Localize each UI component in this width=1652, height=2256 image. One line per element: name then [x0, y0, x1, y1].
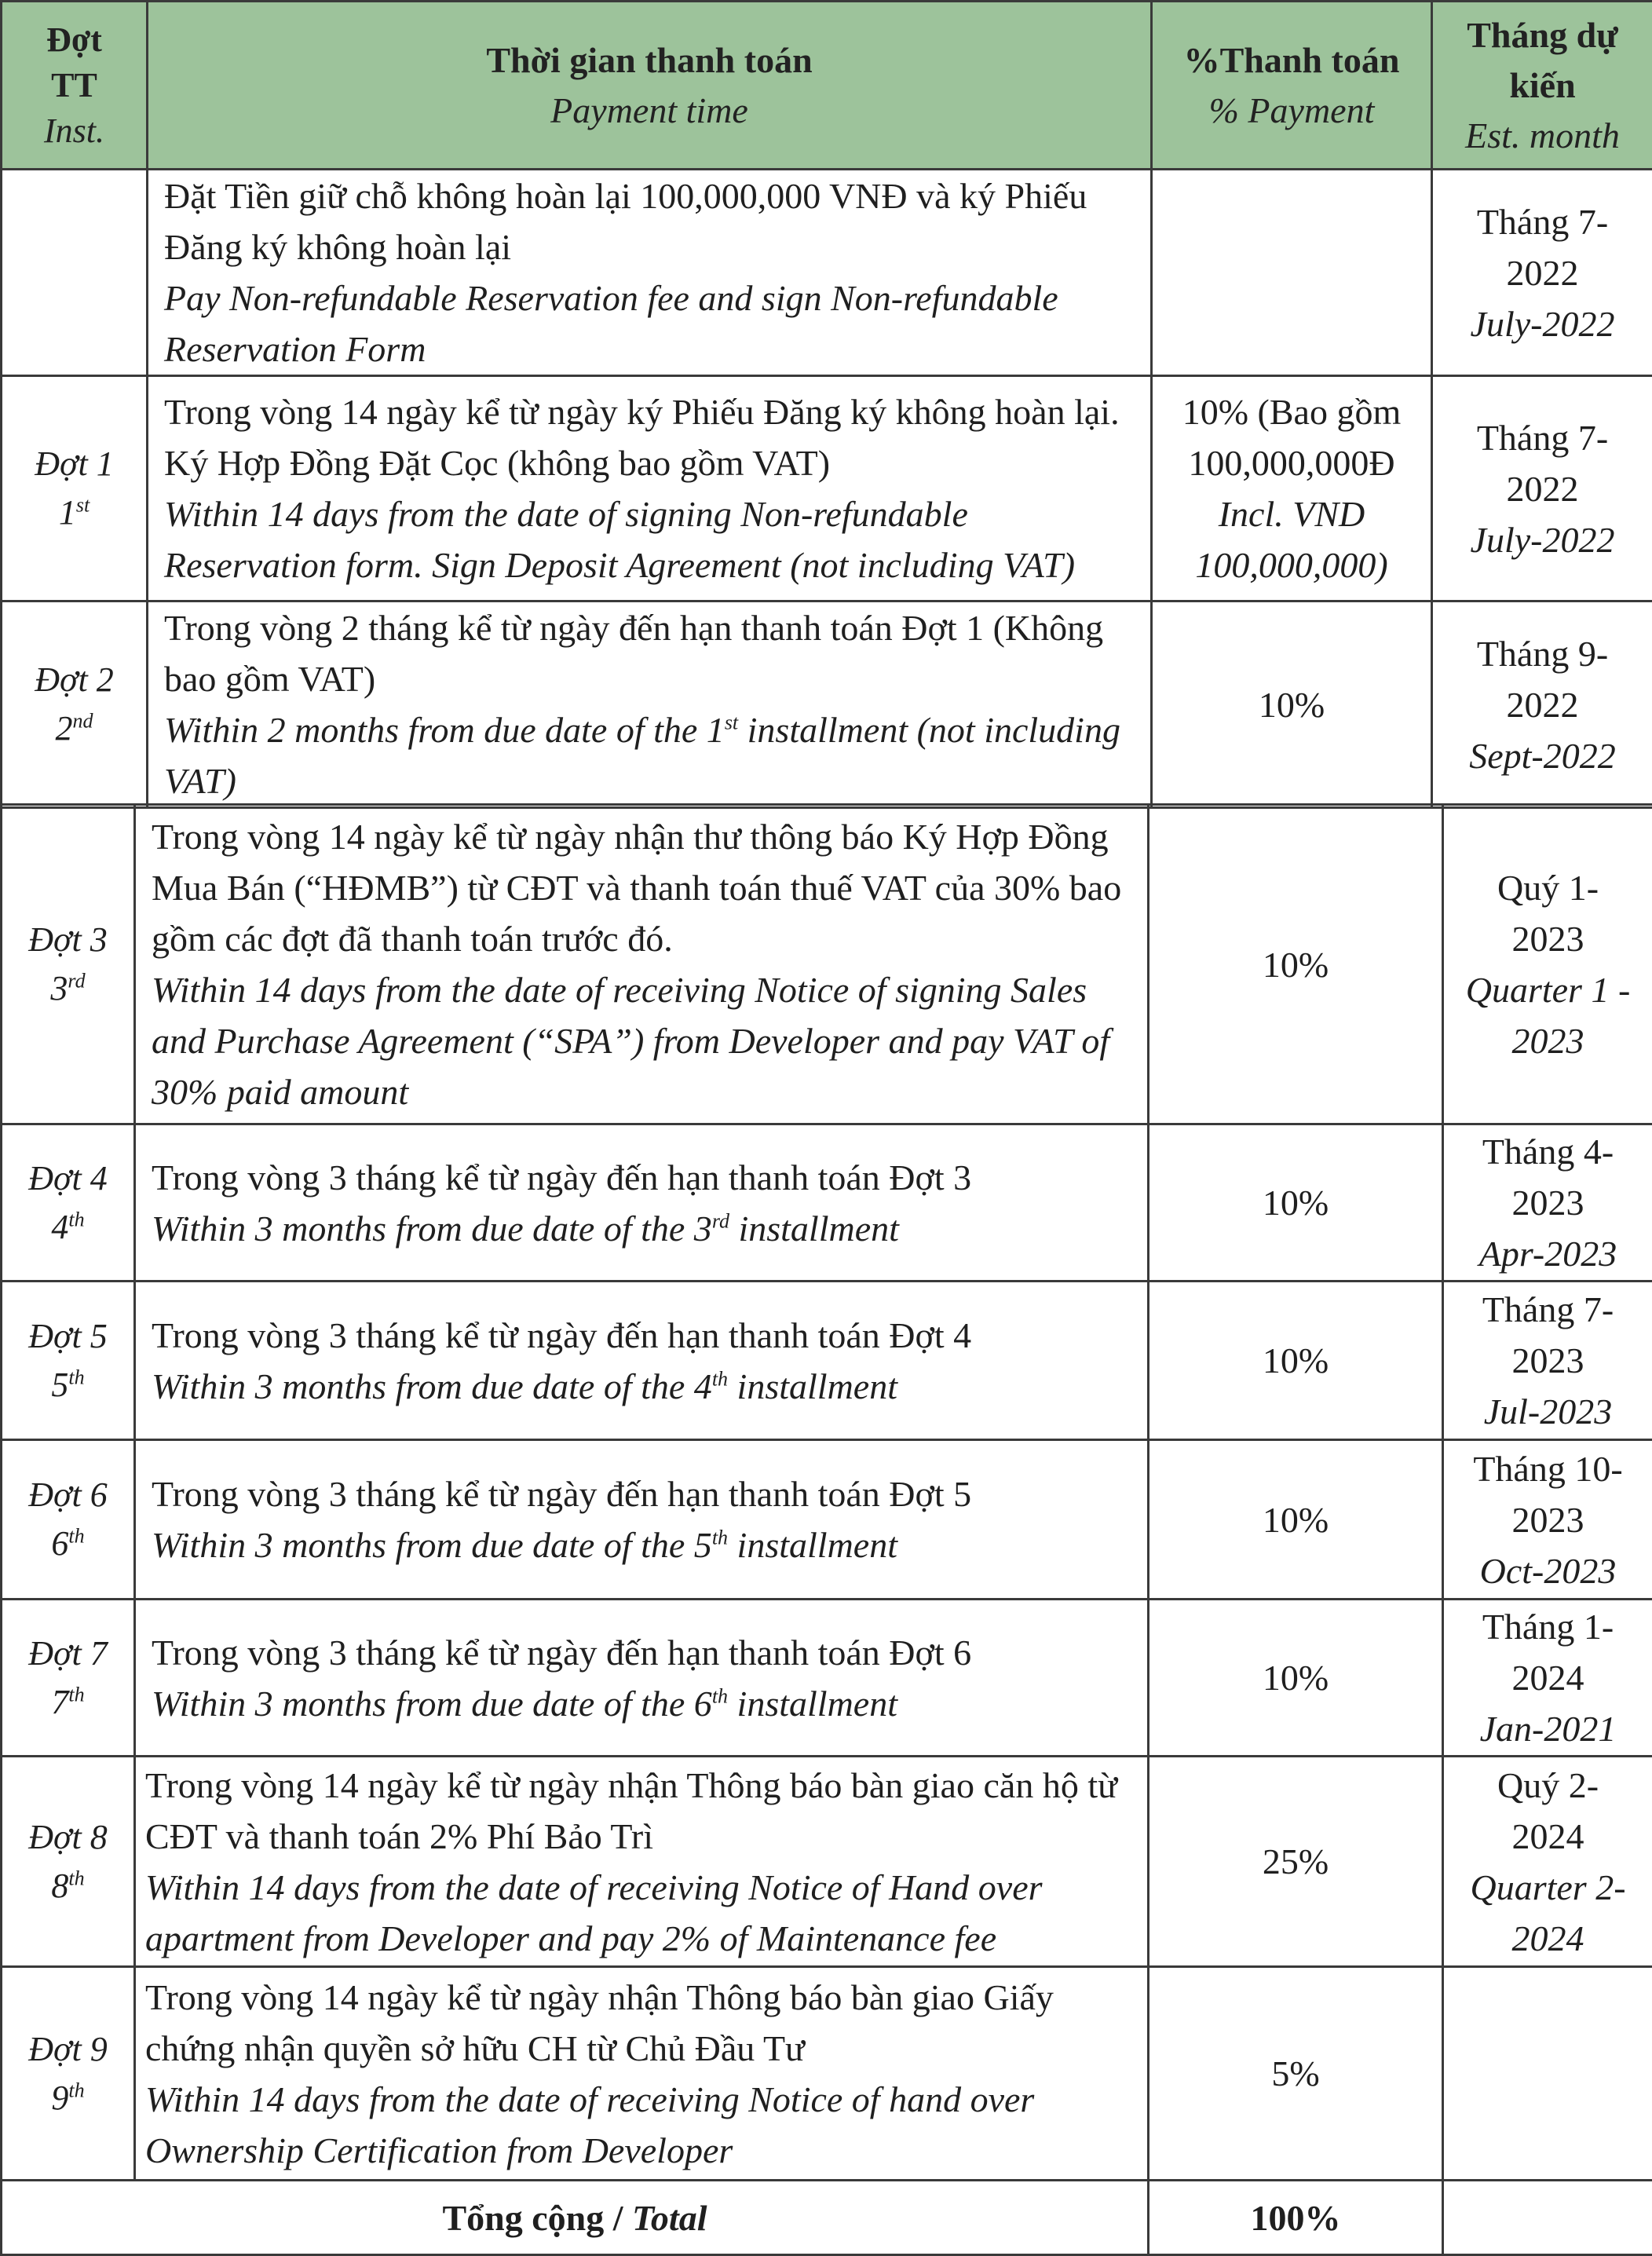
total-row [2, 2181, 1652, 2255]
inst-num: 2 [55, 709, 73, 748]
month-en: Quarter 1 - 2023 [1465, 970, 1631, 1061]
header-pct [1152, 2, 1432, 170]
inst-sup: th [68, 1866, 85, 1889]
desc-en: Within 14 days from the date of receiving Notice of hand over Ownership Certification from Developer [145, 2079, 1035, 2170]
table-row [2, 1124, 1652, 1282]
desc-vi: Trong vòng 14 ngày kể từ ngày ký Phiếu Đăng ký không hoàn lại. Ký Hợp Đồng Đặt Cọc (không bao gồm VAT) [164, 392, 1120, 483]
desc-en: Within 14 days from the date of signing Non-refundable Reservation form. Sign Deposit Agreement (not including VAT) [164, 494, 1076, 585]
month-vi: Tháng 7-2023 [1482, 1289, 1614, 1380]
header-row [2, 2, 1652, 170]
pct-value: 25% [1262, 1841, 1329, 1881]
inst-vi: Đợt 8 [28, 1817, 108, 1856]
inst-cell [2, 805, 135, 1124]
inst-sup: th [68, 2078, 85, 2101]
desc-en-sup: rd [711, 1209, 729, 1233]
month-cell [1443, 805, 1652, 1124]
desc-vi: Trong vòng 3 tháng kể từ ngày đến hạn thanh toán Đợt 6 [152, 1632, 972, 1673]
pct-cell [1152, 601, 1432, 808]
pct-value: 10% [1262, 1183, 1329, 1223]
month-en: Jul-2023 [1483, 1391, 1613, 1431]
pct-cell [1149, 1282, 1443, 1440]
total-label-en: Total [632, 2197, 707, 2238]
month-en: July-2022 [1470, 519, 1615, 560]
month-en: Sept-2022 [1469, 735, 1616, 776]
inst-sup: rd [68, 969, 86, 993]
inst-vi: Đợt 5 [28, 1316, 108, 1355]
month-en: Quarter 2-2024 [1470, 1867, 1626, 1958]
desc-en-sup: th [711, 1367, 729, 1391]
desc-en: Within 3 months from due date of the 5 [152, 1525, 712, 1565]
pct-value: 10% [1262, 944, 1329, 985]
payment-table-bottom [0, 803, 1652, 2256]
desc-vi: Trong vòng 2 tháng kể từ ngày đến hạn thanh toán Đợt 1 (Không bao gồm VAT) [164, 608, 1104, 699]
table-row [2, 1967, 1652, 2181]
month-vi: Tháng 10-2023 [1473, 1448, 1623, 1540]
month-cell [1443, 1440, 1652, 1600]
pct-value: 10% [1262, 1658, 1329, 1698]
table-row [2, 1757, 1652, 1967]
inst-vi: Đợt 1 [35, 444, 114, 483]
header-inst-vi: Đợt TT [46, 20, 102, 104]
inst-vi: Đợt 4 [28, 1158, 108, 1197]
inst-cell [2, 1124, 135, 1282]
month-en: Oct-2023 [1479, 1550, 1617, 1591]
desc-en-rest: installment [729, 1208, 899, 1249]
header-time-en: Payment time [550, 90, 748, 130]
payment-schedule-top [0, 0, 1652, 809]
inst-vi: Đợt 6 [28, 1475, 108, 1514]
month-vi: Tháng 7-2022 [1476, 201, 1609, 293]
header-inst-en: Inst. [44, 111, 104, 150]
total-label: Tổng cộng / [442, 2197, 633, 2238]
inst-num: 5 [51, 1365, 69, 1404]
table-row [2, 1440, 1652, 1600]
desc-vi: Trong vòng 14 ngày kể từ ngày nhận Thông báo bàn giao căn hộ từ CĐT và thanh toán 2% Phí Bảo Trì [145, 1764, 1118, 1856]
payment-table-top [0, 0, 1652, 809]
inst-sup: th [68, 1524, 85, 1548]
total-pct-cell [1149, 2181, 1443, 2255]
header-month [1432, 2, 1652, 170]
desc-en-rest: installment (not including VAT) [164, 710, 1120, 801]
month-cell [1432, 170, 1652, 376]
inst-sup: th [68, 1207, 85, 1230]
inst-num: 9 [51, 2078, 69, 2117]
desc-vi: Trong vòng 3 tháng kể từ ngày đến hạn thanh toán Đợt 4 [152, 1314, 972, 1355]
header-time-vi: Thời gian thanh toán [486, 39, 813, 80]
desc-en: Pay Non-refundable Reservation fee and sign Non-refundable Reservation Form [164, 278, 1058, 369]
desc-cell [135, 1600, 1149, 1757]
month-vi: Tháng 4-2023 [1482, 1132, 1614, 1223]
inst-cell [2, 170, 148, 376]
desc-en: Within 2 months from due date of the 1 [164, 710, 725, 750]
inst-sup: st [75, 493, 90, 517]
inst-cell [2, 1967, 135, 2181]
month-en: Jan-2021 [1479, 1709, 1617, 1749]
desc-en-rest: installment [728, 1366, 897, 1406]
table-row [2, 1600, 1652, 1757]
inst-cell [2, 1440, 135, 1600]
desc-en-sup: th [711, 1526, 729, 1549]
month-cell [1443, 1124, 1652, 1282]
inst-cell [2, 1757, 135, 1967]
desc-cell [135, 1440, 1149, 1600]
desc-cell [148, 376, 1152, 601]
desc-vi: Trong vòng 3 tháng kể từ ngày đến hạn thanh toán Đợt 5 [152, 1474, 972, 1514]
desc-cell [148, 170, 1152, 376]
pct-value: 10% [1262, 1340, 1329, 1380]
header-inst [2, 2, 148, 170]
pct-cell [1152, 376, 1432, 601]
inst-cell [2, 1600, 135, 1757]
inst-cell [2, 1282, 135, 1440]
header-pct-vi: %Thanh toán [1183, 39, 1400, 80]
desc-vi: Trong vòng 14 ngày kể từ ngày nhận thư thông báo Ký Hợp Đồng Mua Bán (“HĐMB”) từ CĐT và thanh toán thuế VAT của 30% bao gồm các đợt đã thanh toán trước đó. [152, 817, 1122, 959]
pct-cell [1149, 1124, 1443, 1282]
desc-cell [135, 1757, 1149, 1967]
payment-schedule-bottom [0, 803, 1652, 2256]
desc-en: Within 14 days from the date of receiving Notice of Hand over apartment from Developer and pay 2% of Maintenance fee [145, 1867, 1043, 1958]
pct-cell [1149, 1600, 1443, 1757]
inst-num: 6 [51, 1524, 69, 1563]
inst-cell [2, 601, 148, 808]
month-cell [1443, 1757, 1652, 1967]
inst-num: 7 [51, 1682, 69, 1721]
desc-en-sup: st [724, 711, 739, 734]
month-vi: Quý 1-2023 [1497, 868, 1599, 959]
month-cell [1443, 1967, 1652, 2181]
desc-en-rest: installment [728, 1683, 897, 1724]
total-pct: 100% [1250, 2197, 1341, 2238]
month-vi: Tháng 1-2024 [1482, 1607, 1614, 1698]
pct-value: 10% (Bao gồm 100,000,000Đ [1182, 392, 1402, 483]
month-cell [1443, 1282, 1652, 1440]
pct-value: 10% [1262, 1499, 1329, 1540]
table-row [2, 376, 1652, 601]
table-row [2, 805, 1652, 1124]
desc-cell [135, 805, 1149, 1124]
pct-cell [1149, 1967, 1443, 2181]
pct-value: 10% [1258, 684, 1325, 725]
desc-en-sup: th [711, 1684, 729, 1708]
pct-en: Incl. VND 100,000,000) [1195, 494, 1388, 585]
inst-num: 3 [50, 969, 68, 1007]
inst-num: 4 [51, 1207, 69, 1246]
desc-en: Within 14 days from the date of receiving Notice of signing Sales and Purchase Agreement (“SPA”) from Developer and pay VAT of 30% paid amount [152, 970, 1110, 1112]
desc-cell [135, 1124, 1149, 1282]
inst-cell [2, 376, 148, 601]
inst-sup: th [68, 1365, 85, 1388]
month-en: Apr-2023 [1478, 1234, 1617, 1274]
desc-vi: Trong vòng 14 ngày kể từ ngày nhận Thông báo bàn giao Giấy chứng nhận quyền sở hữu CH từ Chủ Đầu Tư [145, 1976, 1054, 2068]
header-pct-en: % Payment [1208, 90, 1375, 130]
month-cell [1432, 601, 1652, 808]
pct-cell [1149, 1440, 1443, 1600]
inst-sup: th [68, 1682, 85, 1706]
month-en: July-2022 [1470, 303, 1615, 344]
header-month-vi: Tháng dự kiến [1467, 14, 1618, 105]
inst-num: 8 [51, 1866, 69, 1905]
month-vi: Quý 2-2024 [1497, 1764, 1599, 1856]
inst-vi: Đợt 2 [35, 660, 114, 699]
month-cell [1443, 1600, 1652, 1757]
total-month-cell [1443, 2181, 1652, 2255]
month-cell [1432, 376, 1652, 601]
header-time [148, 2, 1152, 170]
table-row [2, 170, 1652, 376]
pct-cell [1149, 1757, 1443, 1967]
month-vi: Tháng 9-2022 [1476, 633, 1609, 725]
desc-en: Within 3 months from due date of the 3 [152, 1208, 712, 1249]
inst-vi: Đợt 7 [28, 1633, 108, 1673]
pct-cell [1149, 805, 1443, 1124]
desc-vi: Trong vòng 3 tháng kể từ ngày đến hạn thanh toán Đợt 3 [152, 1157, 972, 1197]
pct-value: 5% [1271, 2053, 1320, 2093]
desc-cell [135, 1282, 1149, 1440]
month-vi: Tháng 7-2022 [1476, 417, 1609, 509]
inst-num: 1 [58, 493, 76, 532]
inst-vi: Đợt 3 [28, 920, 108, 959]
desc-cell [148, 601, 1152, 808]
desc-en-rest: installment [728, 1525, 897, 1565]
desc-cell [135, 1967, 1149, 2181]
pct-cell [1152, 170, 1432, 376]
header-month-en: Est. month [1465, 115, 1620, 155]
total-label-cell [2, 2181, 1149, 2255]
inst-sup: nd [72, 709, 93, 733]
table-row [2, 601, 1652, 808]
desc-en: Within 3 months from due date of the 4 [152, 1366, 712, 1406]
table-row [2, 1282, 1652, 1440]
inst-vi: Đợt 9 [28, 2029, 108, 2068]
desc-vi: Đặt Tiền giữ chỗ không hoàn lại 100,000,000 VNĐ và ký Phiếu Đăng ký không hoàn lại [164, 176, 1087, 267]
desc-en: Within 3 months from due date of the 6 [152, 1683, 712, 1724]
